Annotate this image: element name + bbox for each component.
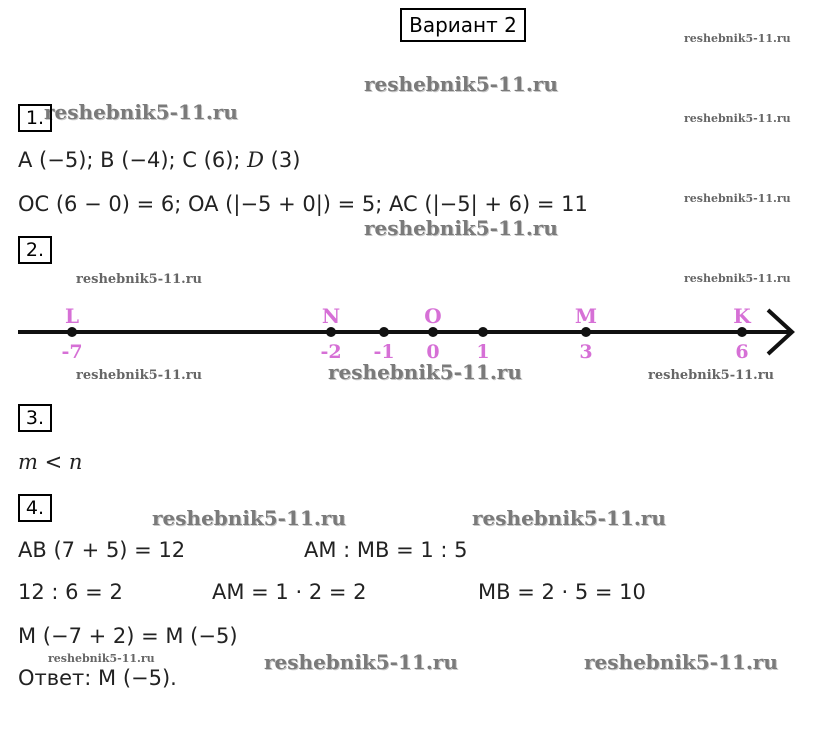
number-line-point xyxy=(737,327,747,337)
variant-title: Вариант 2 xyxy=(400,8,526,42)
point-d-letter: D xyxy=(247,148,264,172)
section-1-number: 1. xyxy=(18,104,52,132)
point-letter-label: M xyxy=(574,304,598,328)
section-4-ratio: AM : MB = 1 : 5 xyxy=(304,538,468,562)
point-letter-label: L xyxy=(64,304,80,328)
watermark: reshebnik5-11.ru xyxy=(76,272,203,287)
point-coordinate-label: -2 xyxy=(320,341,342,363)
watermark: reshebnik5-11.ru xyxy=(48,652,155,665)
less-than-sign: < xyxy=(37,450,69,474)
watermark: reshebnik5-11.ru xyxy=(584,650,778,674)
point-coordinate-label: 6 xyxy=(735,341,749,363)
number-line-point xyxy=(67,327,77,337)
section-3-inequality xyxy=(18,450,82,474)
watermark: reshebnik5-11.ru xyxy=(684,32,791,45)
section-4-answer: Ответ: M (−5). xyxy=(18,666,177,690)
number-line-point xyxy=(581,327,591,337)
section-4-division: 12 : 6 = 2 xyxy=(18,580,123,604)
watermark: reshebnik5-11.ru xyxy=(684,112,791,125)
section-2-number: 2. xyxy=(18,236,52,264)
section-1-points xyxy=(18,148,300,172)
section-4-number: 4. xyxy=(18,494,52,522)
watermark: reshebnik5-11.ru xyxy=(76,368,203,383)
variable-m: m xyxy=(18,450,38,474)
point-letter-label: N xyxy=(321,304,341,328)
point-letter-label: K xyxy=(733,304,751,328)
section-4-mb: MB = 2 · 5 = 10 xyxy=(478,580,646,604)
section-1-points-text: A (−5); B (−4); C (6); xyxy=(18,148,248,172)
watermark: reshebnik5-11.ru xyxy=(328,360,522,384)
variable-n: n xyxy=(68,450,83,474)
watermark: reshebnik5-11.ru xyxy=(648,368,775,383)
section-1-distances: OC (6 − 0) = 6; OA (|−5 + 0|) = 5; AC (|−5| + 6) = 11 xyxy=(18,192,588,216)
section-3-number: 3. xyxy=(18,404,52,432)
number-line xyxy=(0,296,818,366)
number-line-point xyxy=(478,327,488,337)
watermark: reshebnik5-11.ru xyxy=(684,192,791,205)
section-4-ab: AB (7 + 5) = 12 xyxy=(18,538,186,562)
watermark: reshebnik5-11.ru xyxy=(264,650,458,674)
watermark: reshebnik5-11.ru xyxy=(152,506,346,530)
watermark: reshebnik5-11.ru xyxy=(364,216,558,240)
section-4-am: AM = 1 · 2 = 2 xyxy=(212,580,367,604)
point-coordinate-label: 0 xyxy=(426,341,440,363)
watermark: reshebnik5-11.ru xyxy=(44,100,238,124)
watermark: reshebnik5-11.ru xyxy=(684,272,791,285)
point-coordinate-label: 1 xyxy=(476,341,490,363)
point-coordinate-label: -7 xyxy=(61,341,83,363)
point-coordinate-label: 3 xyxy=(579,341,593,363)
number-line-point xyxy=(326,327,336,337)
watermark: reshebnik5-11.ru xyxy=(364,72,558,96)
point-coordinate-label: -1 xyxy=(373,341,395,363)
number-line-point xyxy=(379,327,389,337)
point-letter-label: O xyxy=(424,304,442,328)
watermark: reshebnik5-11.ru xyxy=(472,506,666,530)
section-4-m-calc: M (−7 + 2) = M (−5) xyxy=(18,624,238,648)
number-line-point xyxy=(428,327,438,337)
point-d-value: (3) xyxy=(264,148,301,172)
